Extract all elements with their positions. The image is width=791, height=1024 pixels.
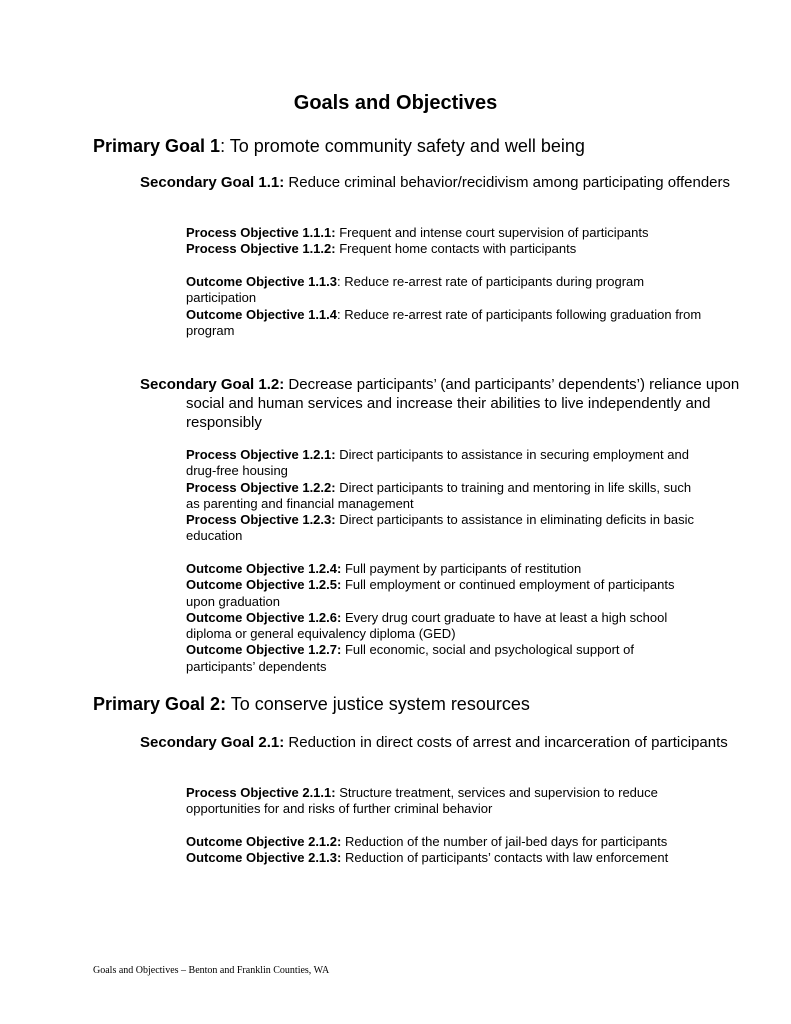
objective-text: Reduction of the number of jail-bed days for participants (341, 834, 668, 849)
objective-item (186, 561, 706, 577)
objective-item (186, 512, 706, 545)
objective-text: Reduction of participants’ contacts with law enforcement (341, 850, 669, 866)
secondary-goal-1-1 (140, 173, 746, 192)
secondary-goal-text: Reduction in direct costs of arrest and incarceration of participants (284, 734, 728, 751)
objective-text: Full employment or continued employment of participants upon graduation (186, 577, 675, 609)
secondary-goal-2-1 (140, 733, 746, 752)
objective-item (186, 834, 706, 850)
objective-label: Process Objective 1.2.3: (186, 512, 336, 528)
outcome-objectives-1-2 (186, 561, 706, 675)
outcome-objectives-2-1 (186, 834, 706, 867)
objective-item (186, 241, 706, 257)
objective-label: Outcome Objective 1.2.7: (186, 642, 342, 658)
outcome-objectives-1-1 (186, 274, 706, 339)
objective-item (186, 274, 706, 307)
objective-label: Process Objective 1.2.1: (186, 447, 336, 462)
objective-text: Frequent and intense court supervision of participants (335, 225, 649, 240)
primary-goal-text: To conserve justice system resources (226, 694, 530, 714)
objective-label: Process Objective 1.1.2: (186, 241, 336, 257)
primary-goal-text: : To promote community safety and well being (220, 136, 585, 156)
objective-item (186, 225, 706, 241)
objective-text: Structure treatment, services and supervision to reduce opportunities for and risks of further criminal behavior (186, 785, 658, 817)
objective-label: Process Objective 1.1.1: (186, 225, 336, 240)
objective-label: Outcome Objective 2.1.2: (186, 834, 342, 849)
objective-text: Direct participants to assistance in securing employment and drug-free housing (186, 447, 689, 479)
objective-label: Outcome Objective 2.1.3: (186, 850, 342, 866)
primary-goal-2 (93, 693, 530, 715)
objective-label: Outcome Objective 1.1.3 (186, 274, 338, 289)
primary-goal-label: Primary Goal 1 (93, 136, 221, 156)
objective-text: Every drug court graduate to have at least a high school diploma or general equivalency diploma (GED) (186, 609, 668, 642)
page-footer: Goals and Objectives – Benton and Franklin Counties, WA (93, 965, 330, 976)
objective-label: Outcome Objective 1.2.5: (186, 577, 342, 593)
objective-text: Full economic, social and psychological support of participants’ dependents (186, 642, 634, 674)
objective-item (186, 642, 706, 675)
secondary-goal-1-2 (140, 375, 746, 432)
objective-item (186, 307, 706, 340)
process-objectives-1-2 (186, 447, 706, 545)
primary-goal-label: Primary Goal 2: (93, 694, 227, 714)
secondary-goal-text: Decrease participants’ (and participants’ dependents’) reliance upon social and human services and increase their abilities to live independently and responsibly (186, 376, 740, 431)
objective-label: Process Objective 2.1.1: (186, 785, 336, 800)
secondary-goal-text: Reduce criminal behavior/recidivism among participating offenders (284, 174, 731, 191)
secondary-goal-label: Secondary Goal 2.1: (140, 734, 285, 751)
secondary-goal-label: Secondary Goal 1.1: (140, 174, 285, 191)
objective-item (186, 610, 706, 643)
objective-label: Outcome Objective 1.2.6: (186, 609, 342, 625)
objective-text: Direct participants to training and mentoring in life skills, such as parenting and financial management (186, 479, 692, 511)
objective-item (186, 785, 706, 818)
page-title: Goals and Objectives (293, 92, 498, 114)
objective-text: Full payment by participants of restitution (341, 561, 582, 576)
objective-text: : Reduce re-arrest rate of participants during program participation (186, 274, 645, 306)
process-objectives-2-1 (186, 785, 706, 818)
primary-goal-1 (93, 135, 585, 157)
objective-item (186, 850, 706, 866)
objective-label: Outcome Objective 1.2.4: (186, 561, 342, 576)
objective-text: Direct participants to assistance in eliminating deficits in basic education (186, 512, 694, 544)
objective-text: : Reduce re-arrest rate of participants following graduation from program (186, 306, 702, 338)
process-objectives-1-1 (186, 225, 706, 258)
objective-label: Process Objective 1.2.2: (186, 479, 336, 495)
objective-text: Frequent home contacts with participants (335, 241, 577, 257)
secondary-goal-label: Secondary Goal 1.2: (140, 376, 285, 393)
objective-label: Outcome Objective 1.1.4 (186, 306, 338, 322)
objective-item (186, 447, 706, 480)
objective-item (186, 577, 706, 610)
objective-item (186, 480, 706, 513)
